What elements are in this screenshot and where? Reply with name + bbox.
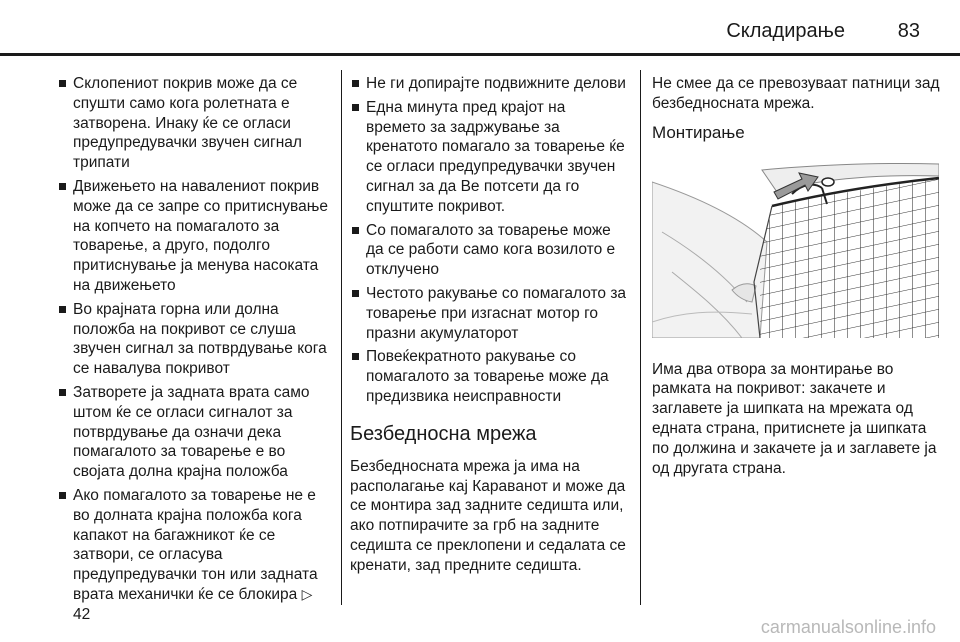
column-divider (640, 70, 641, 605)
list-item-text: Честото ракување со помагалото за товарење при изгаснат мотор го празни акумулаторот (366, 284, 627, 342)
bullet-list (350, 74, 629, 407)
bullet-square-icon (352, 227, 359, 234)
subsection-heading: Монтирање (652, 122, 745, 142)
list-item (57, 177, 329, 296)
bullet-list (57, 74, 329, 625)
bullet-square-icon (352, 104, 359, 111)
column-2 (350, 74, 629, 576)
list-item-text: Една минута пред крајот на времето за задржување за кренатото помагало за товарење ќе се огласи предупредувачки звучен сигнал за да Ве потсети да го спуштите покривот. (366, 98, 625, 215)
list-item-text: Движењето на навалениот покрив може да се запре со притиснување на копчето на помагалото за товарење, а друго, подолго притиснување ја менува насоката на движењето (73, 177, 328, 294)
bullet-square-icon (352, 80, 359, 87)
bullet-square-icon (59, 492, 66, 499)
mounting-instructions: Има два отвора за монтирање во рамката на покривот: закачете и заглавете ја шипката на мрежата од едната страна, притиснете ја шипката по должина и закачете ја и заглавете ја од другата страна. (652, 360, 937, 477)
column-divider (341, 70, 342, 605)
page-reference-link[interactable]: 42 (73, 605, 91, 623)
list-item-text: Во крајната горна или долна положба на покривот се слуша звучен сигнал за потврдување кога се навалува покривот (73, 300, 327, 378)
bullet-square-icon (352, 290, 359, 297)
page-header (0, 0, 960, 50)
list-item-text: Повеќекратното ракување со помагалото за товарење може да предизвика неисправности (366, 348, 609, 405)
list-item (350, 284, 629, 343)
list-item-text: Склопениот покрив може да се спушти само кога ролетната е затворена. Инаку ќе се огласи предупредувачки звучен сигнал трипати (73, 75, 302, 172)
bullet-square-icon (59, 389, 66, 396)
list-item (57, 74, 329, 173)
list-item (350, 74, 629, 94)
list-item-text: Ако помагалото за товарење не е во долната крајна положба кога капакот на багажникот ќе се затвори, се огласува предупредувачки тон или задната врата механички ќе се блокира (73, 486, 318, 603)
reference-arrow-icon: ▷ (301, 585, 313, 602)
safety-net-mounting-illustration-icon (652, 162, 939, 338)
list-item (57, 486, 329, 625)
list-item-text: Не ги допирајте подвижните делови (366, 75, 626, 92)
section-heading: Безбедносна мрежа (350, 422, 537, 445)
watermark: carmanualsonline.info (760, 617, 936, 637)
list-item (57, 383, 329, 482)
column-1 (57, 74, 329, 629)
bullet-square-icon (59, 183, 66, 190)
list-item (350, 221, 629, 280)
bullet-square-icon (352, 353, 359, 360)
list-item-text: Со помагалото за товарење може да се работи само кога возилото е отклучено (366, 221, 616, 279)
column-3 (652, 74, 942, 478)
intro-paragraph: Не смее да се превозуваат патници зад безбедносната мрежа. (652, 75, 940, 112)
header-rule (0, 53, 960, 56)
chapter-title: Складирање (726, 20, 845, 42)
bullet-square-icon (59, 80, 66, 87)
list-item (57, 300, 329, 379)
list-item-text: Затворете ја задната врата само штом ќе се огласи сигналот за потврдување да означи дека помагалото за товарење е во својата долна крајна положба (73, 383, 310, 481)
list-item (350, 98, 629, 217)
section-paragraph: Безбедносната мрежа ја има на располагање кај Каравaнот и може да се монтира зад задните седишта или, ако потпирачите за грб на задните седишта се преклопени и седалата се кренати, зад предните седишта. (350, 457, 626, 574)
page-number: 83 (897, 20, 920, 42)
bullet-square-icon (59, 306, 66, 313)
list-item (350, 347, 629, 406)
